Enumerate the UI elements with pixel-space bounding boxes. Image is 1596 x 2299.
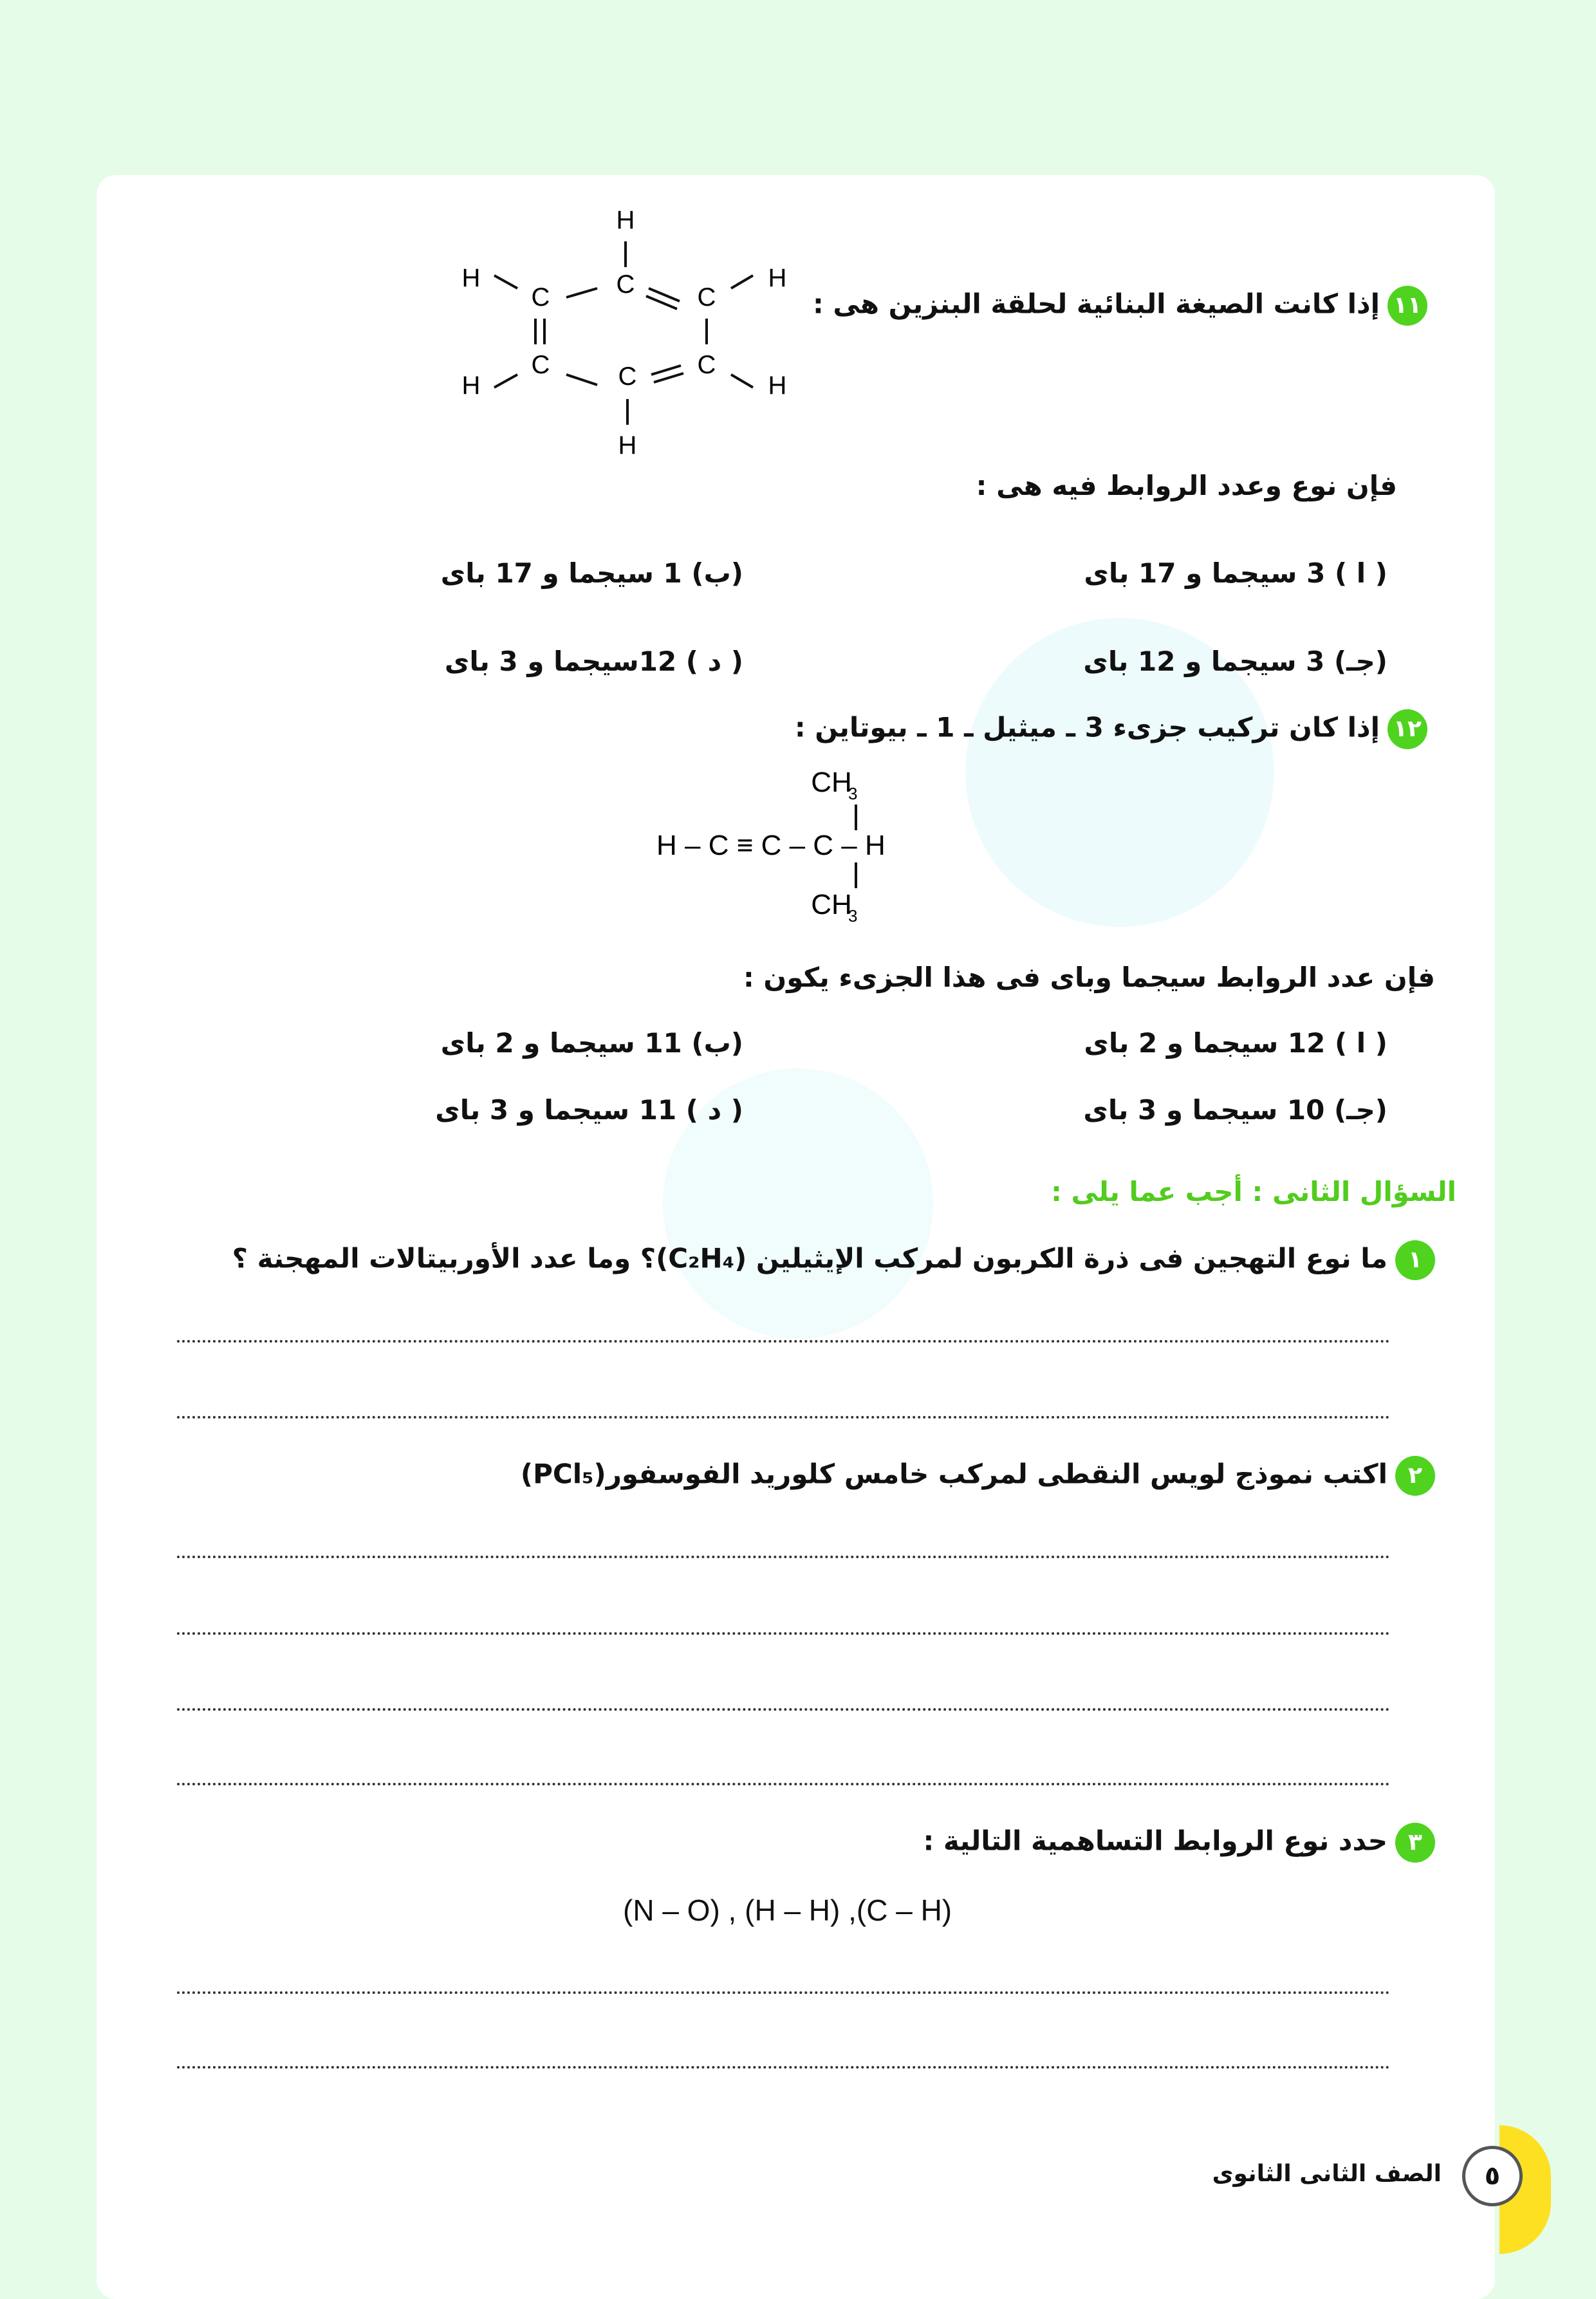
- ch3-bottom: CH: [811, 889, 852, 920]
- s2q2: [521, 1456, 1435, 1496]
- ethylene-formula: C₂H₄: [668, 1242, 735, 1274]
- q12-stem-text: إذا كان تركيب جزىء 3 ـ ميثيل ـ 1 ـ بيوتاين :: [794, 711, 1380, 743]
- answer-line[interactable]: [177, 1340, 1390, 1343]
- option-text: 11 سيجما و 2 باى: [440, 1027, 682, 1059]
- q12-option-d[interactable]: [435, 1094, 743, 1126]
- q12-number: ١٢: [1387, 709, 1427, 749]
- q11-number: ١١: [1387, 286, 1427, 326]
- option-label: ( ا ): [1334, 1027, 1387, 1059]
- option-label: ( د ): [685, 1094, 743, 1126]
- atom-h: H: [616, 206, 635, 234]
- answer-line[interactable]: [177, 1991, 1390, 1994]
- option-text: 3 سيجما و 12 باى: [1083, 646, 1325, 677]
- ch3-sub: 3: [848, 784, 858, 803]
- option-label: ( د ): [685, 646, 743, 677]
- option-text: 12سيجما و 3 باى: [444, 646, 677, 677]
- atom-h: H: [618, 431, 637, 460]
- atom-h: H: [461, 264, 481, 292]
- footer-grade: الصف الثانى الثانوى: [1212, 2161, 1442, 2187]
- pcl5-formula: PCl₅: [533, 1458, 594, 1490]
- q12-prompt: فإن عدد الروابط سيجما وباى فى هذا الجزىء يكون :: [743, 962, 1435, 993]
- option-label: (جـ): [1333, 1094, 1387, 1126]
- q12-option-c[interactable]: [1083, 1094, 1387, 1126]
- q12-option-b[interactable]: [440, 1027, 743, 1059]
- answer-line[interactable]: [177, 1632, 1390, 1635]
- option-text: 12 سيجما و 2 باى: [1084, 1027, 1326, 1059]
- q11-option-a[interactable]: [1084, 557, 1387, 589]
- page-number: ٥: [1462, 2146, 1523, 2206]
- q11-prompt: فإن نوع وعدد الروابط فيه هى :: [976, 470, 1397, 501]
- atom-h: H: [768, 371, 787, 400]
- option-label: ( ا ): [1334, 557, 1387, 589]
- s2q1-number: ١: [1395, 1240, 1435, 1280]
- methylbutyne-structure: [656, 759, 940, 940]
- atom-c: C: [697, 283, 716, 312]
- q11-stem-text: إذا كانت الصيغة البنائية لحلقة البنزين هى :: [812, 288, 1380, 320]
- q12-option-a[interactable]: [1084, 1027, 1387, 1059]
- atom-c: C: [616, 270, 635, 299]
- option-text: 11 سيجما و 3 باى: [435, 1094, 677, 1126]
- q11-stem: [813, 286, 1427, 326]
- s2q3: [923, 1823, 1435, 1863]
- s2q3-text: حدد نوع الروابط التساهمية التالية :: [923, 1825, 1387, 1857]
- s2q2-text: اكتب نموذج لويس النقطى لمركب خامس كلوريد الفوسفور(: [593, 1458, 1387, 1490]
- section2-title: السؤال الثانى : أجب عما يلى :: [1051, 1176, 1456, 1207]
- s2q1-text: ما نوع التهجين فى ذرة الكربون لمركب الإيثيلين (: [734, 1242, 1387, 1274]
- s2q1-text: )؟ وما عدد الأوربيتالات المهجنة ؟: [232, 1242, 669, 1274]
- atom-c: C: [697, 351, 716, 379]
- s2q1: [232, 1240, 1435, 1280]
- q12-stem: [795, 709, 1427, 749]
- option-text: 1 سيجما و 17 باى: [440, 557, 682, 589]
- ch3-sub: 3: [848, 906, 858, 926]
- atom-h: H: [768, 264, 787, 292]
- answer-line[interactable]: [177, 1783, 1390, 1785]
- atom-c: C: [531, 351, 550, 379]
- s2q2-number: ٢: [1395, 1456, 1435, 1496]
- atom-h: H: [461, 371, 481, 400]
- q11-option-d[interactable]: [445, 648, 743, 675]
- paren: ): [520, 1458, 534, 1490]
- answer-line[interactable]: [177, 1556, 1390, 1558]
- bonds-list: (N – O) , (H – H) ,(C – H): [623, 1894, 952, 1927]
- benzene-structure: [450, 206, 811, 463]
- main-chain: H – C ≡ C – C – H: [656, 830, 886, 861]
- atom-c: C: [618, 362, 637, 391]
- option-text: 10 سيجما و 3 باى: [1083, 1094, 1325, 1126]
- benzene-bonds: [494, 241, 753, 425]
- atom-c: C: [531, 283, 550, 312]
- s2q3-number: ٣: [1395, 1823, 1435, 1863]
- q11-option-c[interactable]: [1083, 648, 1387, 675]
- answer-line[interactable]: [177, 1416, 1390, 1419]
- q11-option-b[interactable]: [440, 557, 743, 589]
- option-label: (ب): [691, 557, 743, 589]
- answer-line[interactable]: [177, 2066, 1390, 2069]
- answer-line[interactable]: [177, 1708, 1390, 1711]
- option-label: (جـ): [1333, 646, 1387, 677]
- option-text: 3 سيجما و 17 باى: [1084, 557, 1326, 589]
- ch3-top: CH: [811, 767, 852, 798]
- option-label: (ب): [691, 1027, 743, 1059]
